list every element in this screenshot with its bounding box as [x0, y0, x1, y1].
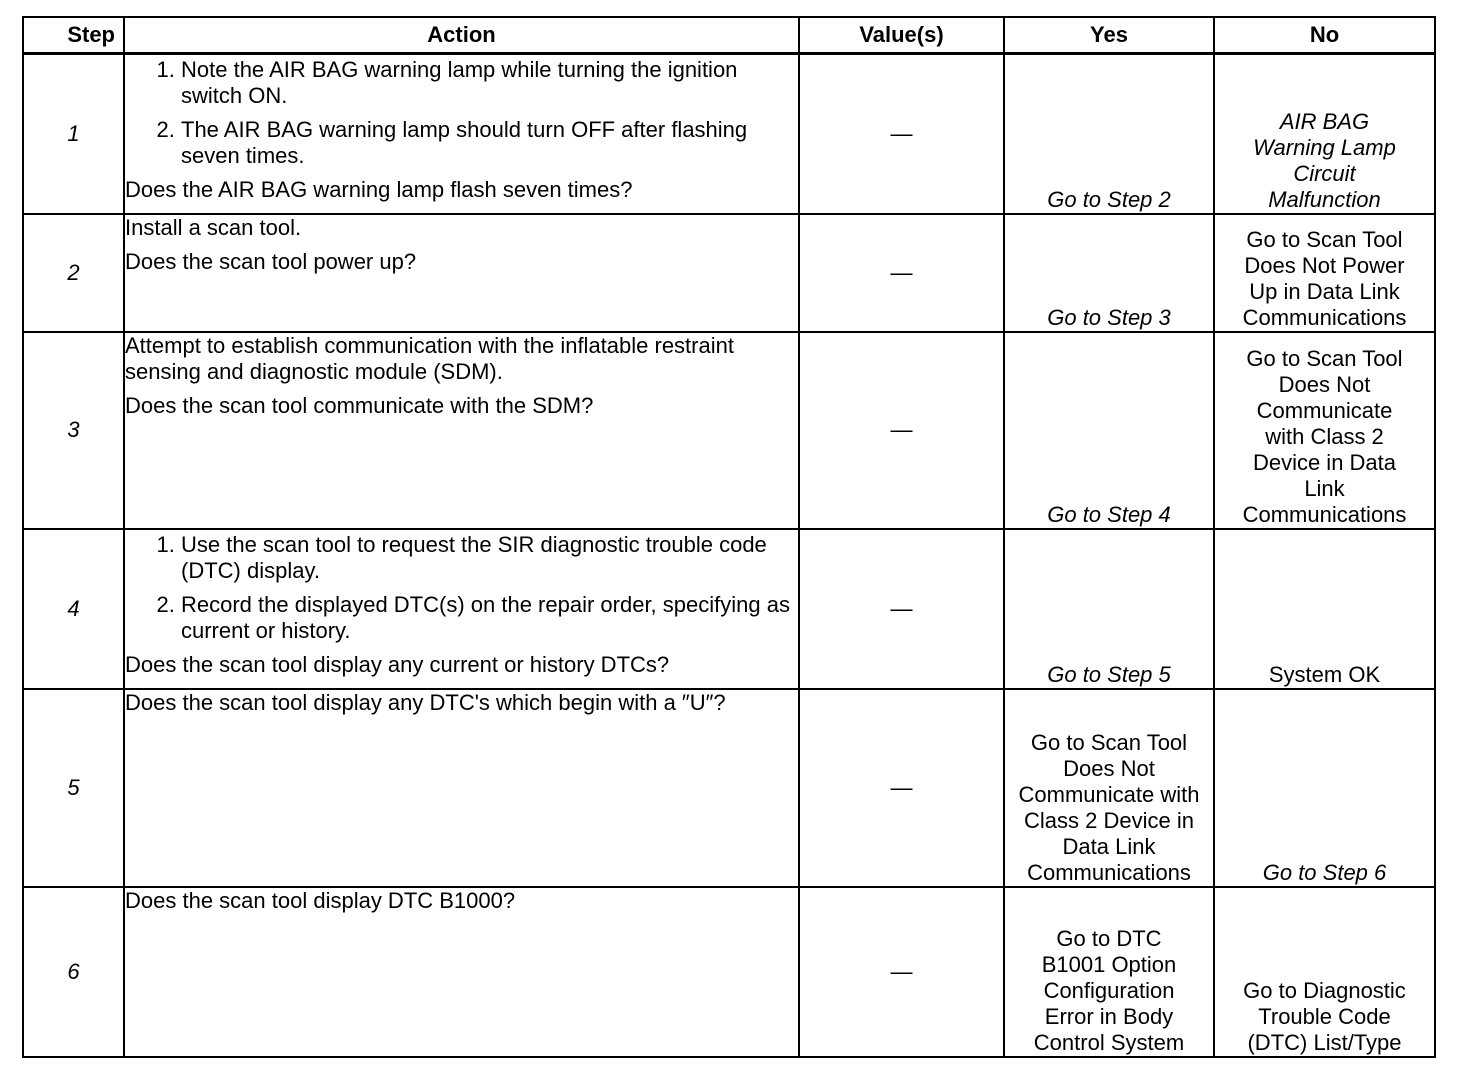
step-number: 4	[23, 529, 124, 689]
action-cell	[124, 214, 799, 332]
value-text: —	[890, 774, 913, 800]
step-number: 2	[23, 214, 124, 332]
value-cell	[799, 529, 1004, 689]
action-text: Install a scan tool.	[125, 214, 302, 240]
no-cell: AIR BAG Warning Lamp Circuit Malfunction	[1214, 54, 1435, 214]
value-text: —	[890, 958, 913, 984]
action-steps	[125, 532, 798, 644]
header-no: No	[1214, 17, 1435, 54]
table-row-step-3	[23, 332, 1435, 529]
table-row-step-1	[23, 54, 1435, 214]
action-question: Does the AIR BAG warning lamp flash seven times?	[125, 177, 633, 202]
action-steps	[125, 57, 798, 169]
yes-cell: Go to Step 4	[1004, 332, 1214, 529]
value-cell	[799, 332, 1004, 529]
step-number: 6	[23, 887, 124, 1057]
yes-cell: Go to Scan Tool Does Not Communicate with Class 2 Device in Data Link Communications	[1004, 689, 1214, 887]
action-question: Does the scan tool display any DTC's which begin with a ″U″?	[125, 689, 726, 715]
action-step-item: 1. Use the scan tool to request the SIR diagnostic trouble code (DTC) display.	[181, 532, 798, 584]
step-number: 5	[23, 689, 124, 887]
yes-cell: Go to Step 2	[1004, 54, 1214, 214]
no-cell: System OK	[1214, 529, 1435, 689]
action-question: Does the scan tool display any current or history DTCs?	[125, 651, 670, 677]
value-cell	[799, 887, 1004, 1057]
no-cell: Go to Scan Tool Does Not Power Up in Data Link Communications	[1214, 214, 1435, 332]
yes-cell: Go to Step 5	[1004, 529, 1214, 689]
no-cell: Go to Step 6	[1214, 689, 1435, 887]
action-step-item: 2. Record the displayed DTC(s) on the repair order, specifying as current or history.	[181, 592, 798, 644]
action-question: Does the scan tool communicate with the SDM?	[125, 392, 594, 418]
action-step-item: 2. The AIR BAG warning lamp should turn OFF after flashing seven times.	[181, 117, 798, 169]
header-values: Value(s)	[799, 17, 1004, 54]
value-cell	[799, 689, 1004, 887]
value-cell	[799, 54, 1004, 214]
action-question: Does the scan tool power up?	[125, 248, 417, 274]
step-number: 3	[23, 332, 124, 529]
yes-cell: Go to Step 3	[1004, 214, 1214, 332]
action-cell	[124, 529, 799, 689]
value-text: —	[890, 120, 913, 146]
action-cell	[124, 332, 799, 529]
header-step: Step	[23, 17, 124, 54]
action-cell	[124, 54, 799, 214]
value-text: —	[890, 595, 913, 621]
action-cell	[124, 887, 799, 1057]
value-text: —	[890, 417, 913, 442]
action-text: Attempt to establish communication with the inflatable restraint sensing and diagnostic module (SDM).	[125, 332, 734, 384]
action-step-item: 1. Note the AIR BAG warning lamp while turning the ignition switch ON.	[181, 57, 798, 109]
yes-cell: Go to DTC B1001 Option Configuration Error in Body Control System	[1004, 887, 1214, 1057]
value-text: —	[890, 259, 913, 285]
table-row-step-2	[23, 214, 1435, 332]
header-yes: Yes	[1004, 17, 1214, 54]
no-cell: Go to Diagnostic Trouble Code (DTC) List/Type	[1214, 887, 1435, 1057]
value-cell	[799, 214, 1004, 332]
table-row-step-4	[23, 529, 1435, 689]
action-question: Does the scan tool display DTC B1000?	[125, 887, 516, 913]
no-cell: Go to Scan Tool Does Not Communicate with Class 2 Device in Data Link Communications	[1214, 332, 1435, 529]
table-row-step-6	[23, 887, 1435, 1057]
step-number: 1	[23, 54, 124, 214]
header-row	[23, 17, 1435, 54]
header-action: Action	[124, 17, 799, 54]
action-cell	[124, 689, 799, 887]
table-row-step-5	[23, 689, 1435, 887]
diagnostic-table	[22, 16, 1436, 1058]
